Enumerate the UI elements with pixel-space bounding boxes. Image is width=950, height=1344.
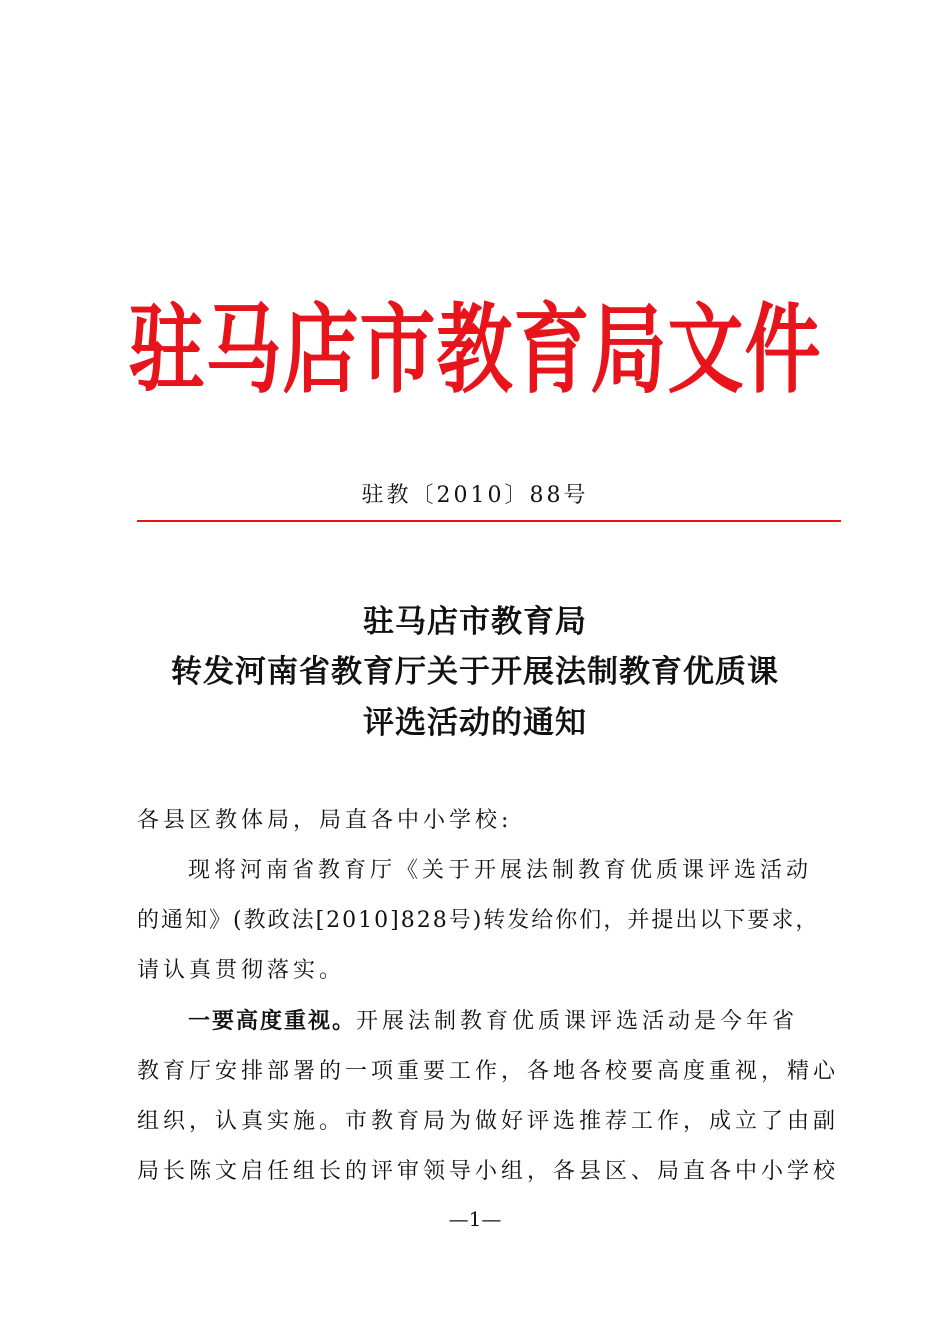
page-number: —1—: [448, 1207, 502, 1231]
title-line-2: 转发河南省教育厅关于开展法制教育优质课: [171, 654, 779, 690]
document-number: 驻教〔2010〕88号: [361, 483, 589, 508]
title-line-1: 驻马店市教育局: [363, 604, 587, 640]
title-line-3: 评选活动的通知: [363, 705, 587, 741]
masthead-title: 驻马店市教育局文件: [128, 292, 822, 407]
salutation: 各县区教体局，局直各中小学校:: [137, 808, 513, 833]
paragraph1-line-1: 现将河南省教育厅《关于开展法制教育优质课评选活动: [188, 858, 813, 883]
red-divider-line: [137, 520, 841, 522]
paragraph2-line-3: 组织，认真实施。市教育局为做好评选推荐工作，成立了由副: [137, 1109, 840, 1134]
paragraph2-line-1: [188, 1007, 864, 1037]
paragraph2-line-2: 教育厅安排部署的一项重要工作，各地各校要高度重视，精心: [137, 1059, 840, 1084]
paragraph2-heading: 一要高度重视。: [188, 1009, 357, 1034]
paragraph1-line-2: 的通知》(教政法[2010]828号)转发给你们，并提出以下要求，: [137, 908, 820, 933]
paragraph1-line-3: 请认真贯彻落实。: [137, 958, 346, 983]
paragraph2-line-4: 局长陈文启任组长的评审领导小组，各县区、局直各中小学校: [137, 1159, 840, 1184]
paragraph2-line-1-text: 开展法制教育优质课评选活动是今年省: [356, 1009, 799, 1034]
